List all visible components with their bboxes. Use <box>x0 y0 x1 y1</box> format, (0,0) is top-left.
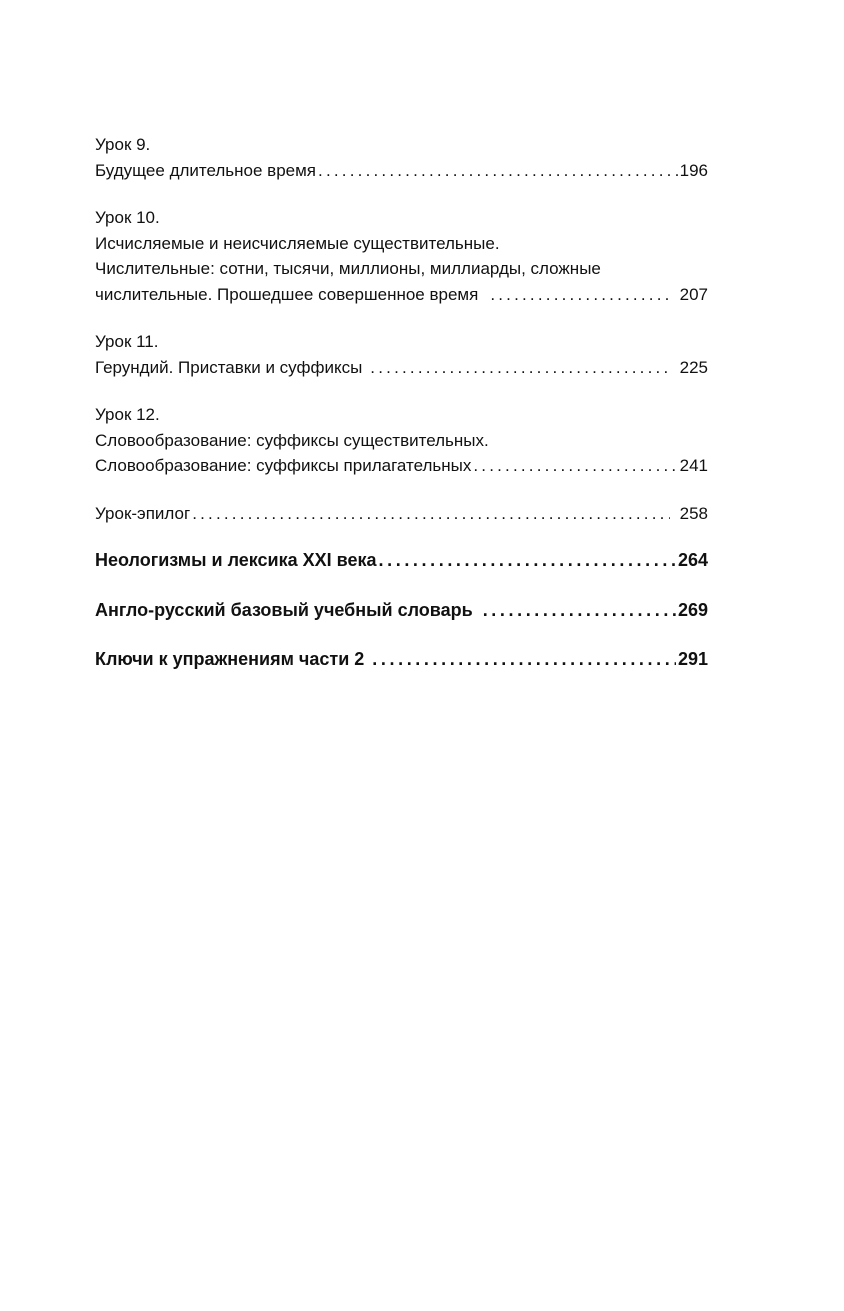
lesson-9 <box>95 132 708 183</box>
lesson-heading: Урок 11. <box>95 332 159 351</box>
toc-entry[interactable] <box>95 355 708 381</box>
lesson-heading: Урок 10. <box>95 208 160 227</box>
dot-leader <box>379 548 676 574</box>
toc-entry-page: 225 <box>679 357 708 377</box>
toc-entry-page: 207 <box>679 284 708 304</box>
lesson-topic-line: Исчисляемые и неисчисляемые существительные. <box>95 233 500 253</box>
toc-section-title: Англо-русский базовый учебный словарь <box>95 599 473 620</box>
toc-entry-title: Урок-эпилог <box>95 503 191 523</box>
toc-section-dictionary[interactable] <box>95 598 708 624</box>
lesson-10 <box>95 205 708 307</box>
toc-entry-page: 241 <box>679 456 708 475</box>
toc-entry[interactable] <box>95 282 708 308</box>
dot-leader <box>318 158 678 184</box>
dot-leader <box>370 355 669 381</box>
dot-leader <box>490 282 669 308</box>
toc-section-neologisms[interactable] <box>95 548 708 574</box>
dot-leader <box>473 453 677 479</box>
toc-entry-page: 258 <box>679 503 708 523</box>
toc-section-title: Ключи к упражнениям части 2 <box>95 649 365 669</box>
lesson-11 <box>95 329 708 380</box>
dot-leader <box>483 598 676 624</box>
toc-entry[interactable] <box>95 453 708 479</box>
toc-entry-title: Герундий. Приставки и суффиксы <box>95 357 363 377</box>
lesson-topic-line: Словообразование: суффиксы существительных. <box>95 430 489 450</box>
lesson-topic-line: Числительные: сотни, тысячи, миллионы, миллиарды, сложные <box>95 259 601 278</box>
toc-entry-title: числительные. Прошедшее совершенное время <box>95 284 479 304</box>
toc-section-page: 269 <box>677 599 708 620</box>
toc-entry[interactable] <box>95 158 708 184</box>
toc-section-answer-keys[interactable] <box>95 647 708 673</box>
toc-entry-page: 196 <box>679 160 708 180</box>
toc-section-title: Неологизмы и лексика XXI века <box>95 550 377 570</box>
dot-leader <box>372 647 676 673</box>
toc-entry-epilog[interactable] <box>95 501 708 527</box>
lesson-heading: Урок 12. <box>95 405 160 424</box>
toc-section-page: 291 <box>677 649 708 669</box>
lesson-12 <box>95 402 708 479</box>
dot-leader <box>192 501 669 527</box>
toc-entry-title: Будущее длительное время <box>95 160 317 180</box>
lesson-heading: Урок 9. <box>95 135 151 154</box>
toc-entry-title: Словообразование: суффиксы прилагательных <box>95 456 472 475</box>
toc-section-page: 264 <box>677 550 708 570</box>
table-of-contents <box>95 132 708 697</box>
